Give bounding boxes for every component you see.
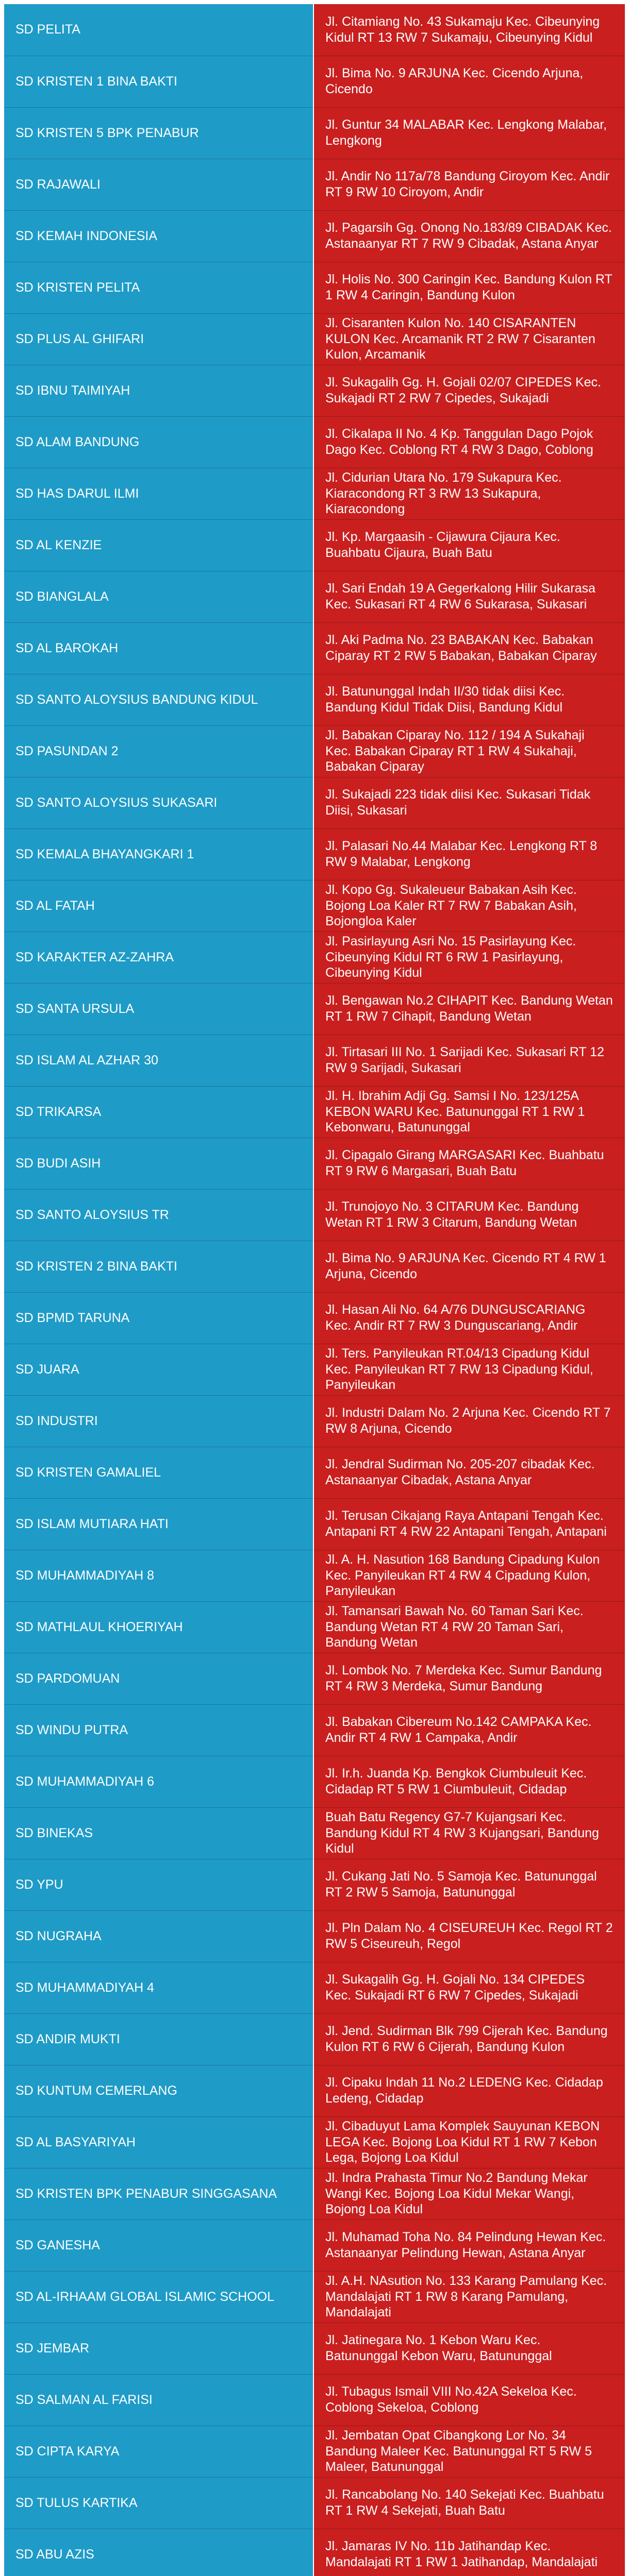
address-cell: Jl. Kopo Gg. Sukaleueur Babakan Asih Kec. Bojong Loa Kaler RT 7 RW 7 Babakan Asih, Bojongloa Kaler	[313, 880, 625, 931]
address-cell: Jl. Babakan Ciparay No. 112 / 194 A Sukahaji Kec. Babakan Ciparay RT 1 RW 4 Sukahaji, Babakan Ciparay	[313, 725, 625, 777]
table-row	[4, 1395, 625, 1447]
address-cell: Jl. Babakan Cibereum No.142 CAMPAKA Kec. Andir RT 4 RW 1 Campaka, Andir	[313, 1704, 625, 1756]
school-name-cell: SD KRISTEN 2 BINA BAKTI	[4, 1241, 313, 1292]
school-name-cell: SD KRISTEN 5 BPK PENABUR	[4, 107, 313, 159]
school-name-cell: SD ISLAM AL AZHAR 30	[4, 1035, 313, 1086]
table-row	[4, 1498, 625, 1550]
table-row	[4, 4, 625, 56]
school-name-cell: SD NUGRAHA	[4, 1910, 313, 1962]
address-cell: Jl. Jembatan Opat Cibangkong Lor No. 34 Bandung Maleer Kec. Batununggal RT 5 RW 5 Maleer, Batununggal	[313, 2426, 625, 2477]
school-name-cell: SD MUHAMMADIYAH 8	[4, 1550, 313, 1601]
address-cell: Jl. Cibaduyut Lama Komplek Sauyunan KEBON LEGA Kec. Bojong Loa Kidul RT 1 RW 7 Kebon Lega, Bojong Loa Kidul	[313, 2116, 625, 2168]
table-row	[4, 983, 625, 1035]
school-name-cell: SD IBNU TAIMIYAH	[4, 365, 313, 416]
address-cell: Jl. Lombok No. 7 Merdeka Kec. Sumur Bandung RT 4 RW 3 Merdeka, Sumur Bandung	[313, 1653, 625, 1704]
table-row	[4, 1962, 625, 2013]
table-row	[4, 828, 625, 880]
table-row	[4, 1447, 625, 1498]
address-cell: Jl. Bima No. 9 ARJUNA Kec. Cicendo Arjuna, Cicendo	[313, 56, 625, 107]
address-cell: Jl. Sukajadi 223 tidak diisi Kec. Sukasari Tidak Diisi, Sukasari	[313, 777, 625, 828]
school-name-cell: SD TULUS KARTIKA	[4, 2477, 313, 2529]
table-row	[4, 262, 625, 313]
school-name-cell: SD JUARA	[4, 1344, 313, 1395]
school-name-cell: SD SALMAN AL FARISI	[4, 2374, 313, 2426]
school-name-cell: SD PELITA	[4, 4, 313, 56]
table-row	[4, 777, 625, 828]
address-cell: Jl. Sari Endah 19 A Gegerkalong Hilir Sukarasa Kec. Sukasari RT 4 RW 6 Sukarasa, Sukasari	[313, 571, 625, 622]
school-name-cell: SD AL-IRHAAM GLOBAL ISLAMIC SCHOOL	[4, 2271, 313, 2323]
address-cell: Jl. Cidurian Utara No. 179 Sukapura Kec. Kiaracondong RT 3 RW 13 Sukapura, Kiaracondong	[313, 468, 625, 519]
table-row	[4, 107, 625, 159]
address-cell: Jl. Industri Dalam No. 2 Arjuna Kec. Cicendo RT 7 RW 8 Arjuna, Cicendo	[313, 1395, 625, 1447]
table-row	[4, 2116, 625, 2168]
address-cell: Jl. Terusan Cikajang Raya Antapani Tengah Kec. Antapani RT 4 RW 22 Antapani Tengah, Antapani	[313, 1498, 625, 1550]
school-name-cell: SD JEMBAR	[4, 2323, 313, 2374]
table-row	[4, 1189, 625, 1241]
address-cell: Jl. Jamaras IV No. 11b Jatihandap Kec. Mandalajati RT 1 RW 1 Jatihandap, Mandalajati	[313, 2529, 625, 2576]
table-row	[4, 2426, 625, 2477]
school-name-cell: SD AL KENZIE	[4, 519, 313, 571]
address-cell: Jl. Ters. Panyileukan RT.04/13 Cipadung Kidul Kec. Panyileukan RT 7 RW 13 Cipadung Kidul, Panyileukan	[313, 1344, 625, 1395]
table-row	[4, 1756, 625, 1807]
table-row	[4, 159, 625, 210]
table-row	[4, 210, 625, 262]
table-row	[4, 2529, 625, 2576]
school-table	[4, 4, 625, 2576]
school-name-cell: SD AL BASYARIYAH	[4, 2116, 313, 2168]
school-name-cell: SD BPMD TARUNA	[4, 1292, 313, 1344]
address-cell: Jl. Indra Prahasta Timur No.2 Bandung Mekar Wangi Kec. Bojong Loa Kidul Mekar Wangi, Bojong Loa Kidul	[313, 2168, 625, 2219]
address-cell: Jl. Tubagus Ismail VIII No.42A Sekeloa Kec. Coblong Sekeloa, Coblong	[313, 2374, 625, 2426]
address-cell: Jl. Jend. Sudirman Blk 799 Cijerah Kec. Bandung Kulon RT 6 RW 6 Cijerah, Bandung Kulon	[313, 2013, 625, 2065]
table-row	[4, 2219, 625, 2271]
school-name-cell: SD WINDU PUTRA	[4, 1704, 313, 1756]
table-row	[4, 1241, 625, 1292]
school-name-cell: SD RAJAWALI	[4, 159, 313, 210]
school-name-cell: SD PLUS AL GHIFARI	[4, 313, 313, 365]
school-name-cell: SD KEMAH INDONESIA	[4, 210, 313, 262]
address-cell: Jl. Sukagalih Gg. H. Gojali No. 134 CIPEDES Kec. Sukajadi RT 6 RW 7 Cipedes, Sukajadi	[313, 1962, 625, 2013]
address-cell: Jl. Tirtasari III No. 1 Sarijadi Kec. Sukasari RT 12 RW 9 Sarijadi, Sukasari	[313, 1035, 625, 1086]
address-cell: Jl. Ir.h. Juanda Kp. Bengkok Ciumbuleuit Kec. Cidadap RT 5 RW 1 Ciumbuleuit, Cidadap	[313, 1756, 625, 1807]
school-name-cell: SD GANESHA	[4, 2219, 313, 2271]
address-cell: Jl. H. Ibrahim Adji Gg. Samsi I No. 123/125A KEBON WARU Kec. Batununggal RT 1 RW 1 Kebonwaru, Batununggal	[313, 1086, 625, 1138]
table-row	[4, 468, 625, 519]
school-name-cell: SD KRISTEN GAMALIEL	[4, 1447, 313, 1498]
table-row	[4, 571, 625, 622]
table-row	[4, 416, 625, 468]
table-row	[4, 313, 625, 365]
table-row	[4, 880, 625, 931]
address-cell: Jl. Tamansari Bawah No. 60 Taman Sari Kec. Bandung Wetan RT 4 RW 20 Taman Sari, Bandung Wetan	[313, 1601, 625, 1653]
table-row	[4, 2065, 625, 2116]
address-cell: Jl. Pagarsih Gg. Onong No.183/89 CIBADAK Kec. Astanaanyar RT 7 RW 9 Cibadak, Astana Anyar	[313, 210, 625, 262]
table-row	[4, 2374, 625, 2426]
table-row	[4, 622, 625, 674]
address-cell: Jl. Aki Padma No. 23 BABAKAN Kec. Babakan Ciparay RT 2 RW 5 Babakan, Babakan Ciparay	[313, 622, 625, 674]
school-name-cell: SD YPU	[4, 1859, 313, 1910]
school-name-cell: SD KRISTEN 1 BINA BAKTI	[4, 56, 313, 107]
table-row	[4, 2477, 625, 2529]
table-row	[4, 1086, 625, 1138]
table-row	[4, 2013, 625, 2065]
table-row	[4, 1859, 625, 1910]
address-cell: Jl. Pln Dalam No. 4 CISEUREUH Kec. Regol RT 2 RW 5 Ciseureuh, Regol	[313, 1910, 625, 1962]
school-name-cell: SD INDUSTRI	[4, 1395, 313, 1447]
table-row	[4, 725, 625, 777]
address-cell: Jl. Andir No 117a/78 Bandung Ciroyom Kec. Andir RT 9 RW 10 Ciroyom, Andir	[313, 159, 625, 210]
table-row	[4, 1292, 625, 1344]
table-row	[4, 1807, 625, 1859]
school-name-cell: SD TRIKARSA	[4, 1086, 313, 1138]
table-row	[4, 1550, 625, 1601]
address-cell: Buah Batu Regency G7-7 Kujangsari Kec. Bandung Kidul RT 4 RW 3 Kujangsari, Bandung Kidul	[313, 1807, 625, 1859]
table-row	[4, 1910, 625, 1962]
address-cell: Jl. Jatinegara No. 1 Kebon Waru Kec. Batununggal Kebon Waru, Batununggal	[313, 2323, 625, 2374]
school-name-cell: SD PARDOMUAN	[4, 1653, 313, 1704]
school-name-cell: SD CIPTA KARYA	[4, 2426, 313, 2477]
address-cell: Jl. A. H. Nasution 168 Bandung Cipadung Kulon Kec. Panyileukan RT 4 RW 4 Cipadung Kulon, Panyileukan	[313, 1550, 625, 1601]
table-row	[4, 2271, 625, 2323]
school-name-cell: SD KUNTUM CEMERLANG	[4, 2065, 313, 2116]
table-row	[4, 1704, 625, 1756]
address-cell: Jl. Palasari No.44 Malabar Kec. Lengkong RT 8 RW 9 Malabar, Lengkong	[313, 828, 625, 880]
address-cell: Jl. Trunojoyo No. 3 CITARUM Kec. Bandung Wetan RT 1 RW 3 Citarum, Bandung Wetan	[313, 1189, 625, 1241]
address-cell: Jl. Rancabolang No. 140 Sekejati Kec. Buahbatu RT 1 RW 4 Sekejati, Buah Batu	[313, 2477, 625, 2529]
school-name-cell: SD HAS DARUL ILMI	[4, 468, 313, 519]
address-cell: Jl. Holis No. 300 Caringin Kec. Bandung Kulon RT 1 RW 4 Caringin, Bandung Kulon	[313, 262, 625, 313]
table-row	[4, 1035, 625, 1086]
address-cell: Jl. Jendral Sudirman No. 205-207 cibadak Kec. Astanaanyar Cibadak, Astana Anyar	[313, 1447, 625, 1498]
address-cell: Jl. Kp. Margaasih - Cijawura Cijaura Kec. Buahbatu Cijaura, Buah Batu	[313, 519, 625, 571]
school-name-cell: SD PASUNDAN 2	[4, 725, 313, 777]
school-name-cell: SD BIANGLALA	[4, 571, 313, 622]
table-row	[4, 2323, 625, 2374]
school-name-cell: SD BINEKAS	[4, 1807, 313, 1859]
school-name-cell: SD KARAKTER AZ-ZAHRA	[4, 931, 313, 983]
table-row	[4, 931, 625, 983]
school-name-cell: SD ISLAM MUTIARA HATI	[4, 1498, 313, 1550]
address-cell: Jl. Cipagalo Girang MARGASARI Kec. Buahbatu RT 9 RW 6 Margasari, Buah Batu	[313, 1138, 625, 1189]
address-cell: Jl. Sukagalih Gg. H. Gojali 02/07 CIPEDES Kec. Sukajadi RT 2 RW 7 Cipedes, Sukajadi	[313, 365, 625, 416]
address-cell: Jl. Cisaranten Kulon No. 140 CISARANTEN KULON Kec. Arcamanik RT 2 RW 7 Cisaranten Kulon, Arcamanik	[313, 313, 625, 365]
school-name-cell: SD MATHLAUL KHOERIYAH	[4, 1601, 313, 1653]
school-name-cell: SD KEMALA BHAYANGKARI 1	[4, 828, 313, 880]
table-row	[4, 1653, 625, 1704]
address-cell: Jl. Bengawan No.2 CIHAPIT Kec. Bandung Wetan RT 1 RW 7 Cihapit, Bandung Wetan	[313, 983, 625, 1035]
table-row	[4, 56, 625, 107]
table-body	[4, 4, 625, 2576]
table-row	[4, 365, 625, 416]
address-cell: Jl. Pasirlayung Asri No. 15 Pasirlayung Kec. Cibeunying Kidul RT 6 RW 1 Pasirlayung, Cibeunying Kidul	[313, 931, 625, 983]
table-row	[4, 2168, 625, 2219]
school-name-cell: SD AL FATAH	[4, 880, 313, 931]
school-name-cell: SD KRISTEN PELITA	[4, 262, 313, 313]
address-cell: Jl. Cikalapa II No. 4 Kp. Tanggulan Dago Pojok Dago Kec. Coblong RT 4 RW 3 Dago, Coblong	[313, 416, 625, 468]
address-cell: Jl. Bima No. 9 ARJUNA Kec. Cicendo RT 4 RW 1 Arjuna, Cicendo	[313, 1241, 625, 1292]
school-name-cell: SD SANTO ALOYSIUS TR	[4, 1189, 313, 1241]
school-name-cell: SD SANTA URSULA	[4, 983, 313, 1035]
table-row	[4, 1344, 625, 1395]
table-row	[4, 1138, 625, 1189]
school-name-cell: SD KRISTEN BPK PENABUR SINGGASANA	[4, 2168, 313, 2219]
table-row	[4, 519, 625, 571]
table-row	[4, 674, 625, 725]
school-name-cell: SD MUHAMMADIYAH 6	[4, 1756, 313, 1807]
address-cell: Jl. Cipaku Indah 11 No.2 LEDENG Kec. Cidadap Ledeng, Cidadap	[313, 2065, 625, 2116]
school-name-cell: SD ALAM BANDUNG	[4, 416, 313, 468]
address-cell: Jl. Cukang Jati No. 5 Samoja Kec. Batununggal RT 2 RW 5 Samoja, Batununggal	[313, 1859, 625, 1910]
school-name-cell: SD BUDI ASIH	[4, 1138, 313, 1189]
address-cell: Jl. Citamiang No. 43 Sukamaju Kec. Cibeunying Kidul RT 13 RW 7 Sukamaju, Cibeunying Kidul	[313, 4, 625, 56]
address-cell: Jl. Muhamad Toha No. 84 Pelindung Hewan Kec. Astanaanyar Pelindung Hewan, Astana Anyar	[313, 2219, 625, 2271]
school-name-cell: SD ABU AZIS	[4, 2529, 313, 2576]
address-cell: Jl. Hasan Ali No. 64 A/76 DUNGUSCARIANG Kec. Andir RT 7 RW 3 Dunguscariang, Andir	[313, 1292, 625, 1344]
address-cell: Jl. Guntur 34 MALABAR Kec. Lengkong Malabar, Lengkong	[313, 107, 625, 159]
school-name-cell: SD SANTO ALOYSIUS BANDUNG KIDUL	[4, 674, 313, 725]
address-cell: Jl. Batununggal Indah II/30 tidak diisi Kec. Bandung Kidul Tidak Diisi, Bandung Kidul	[313, 674, 625, 725]
address-cell: Jl. A.H. NAsution No. 133 Karang Pamulang Kec. Mandalajati RT 1 RW 8 Karang Pamulang, Mandalajati	[313, 2271, 625, 2323]
school-name-cell: SD SANTO ALOYSIUS SUKASARI	[4, 777, 313, 828]
table-row	[4, 1601, 625, 1653]
school-name-cell: SD MUHAMMADIYAH 4	[4, 1962, 313, 2013]
school-name-cell: SD ANDIR MUKTI	[4, 2013, 313, 2065]
school-name-cell: SD AL BAROKAH	[4, 622, 313, 674]
